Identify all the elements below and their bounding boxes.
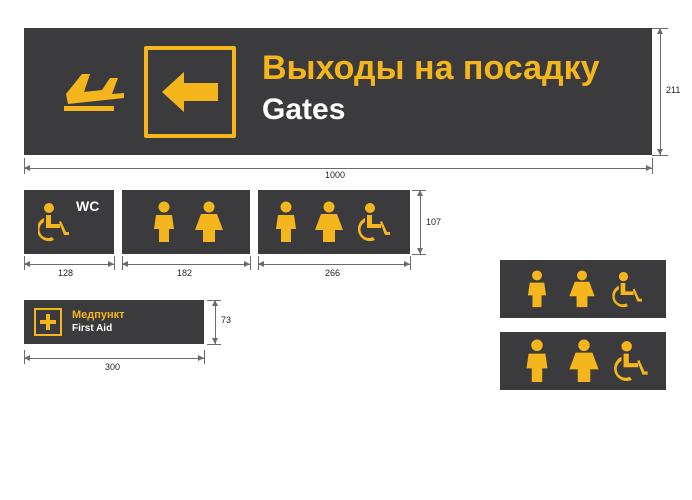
wc-sign — [24, 190, 114, 254]
wc-width-dimension-line — [24, 264, 114, 265]
wc-width-label: 128 — [58, 268, 74, 278]
aid-width-dimension-line — [24, 358, 204, 359]
mfa-height-tick-top — [412, 190, 426, 191]
female-icon — [568, 270, 596, 308]
male-female-sign — [122, 190, 250, 254]
gates-sign-text-en: Gates — [262, 93, 346, 126]
mf-width-tick-left — [122, 256, 123, 270]
male-icon — [272, 201, 300, 243]
gates-sign-text-ru: Выходы на посадку — [262, 49, 600, 87]
wheelchair-icon — [614, 340, 652, 382]
aid-width-label: 300 — [105, 362, 121, 372]
male-icon — [150, 201, 178, 243]
variant-two-sign — [500, 332, 666, 390]
mfa-height-dimension-line — [420, 190, 421, 254]
aid-width-tick-right — [204, 350, 205, 364]
male-female-accessible-sign — [258, 190, 410, 254]
gates-width-label: 1000 — [325, 170, 346, 180]
female-icon — [568, 339, 600, 383]
gates-sign — [24, 28, 652, 155]
aid-height-tick-top — [207, 300, 221, 301]
aid-height-tick-bottom — [207, 344, 221, 345]
mfa-width-tick-left — [258, 256, 259, 270]
male-icon — [522, 339, 552, 383]
arrow-left-box — [144, 46, 236, 138]
female-icon — [314, 201, 344, 243]
female-icon — [194, 201, 224, 243]
gates-height-tick-bottom — [652, 155, 668, 156]
mfa-width-label: 266 — [325, 268, 341, 278]
first-aid-sign — [24, 300, 204, 344]
first-aid-cross-box — [34, 308, 62, 336]
wheelchair-icon — [612, 271, 646, 308]
aid-width-tick-left — [24, 350, 25, 364]
mf-width-label: 182 — [177, 268, 193, 278]
aid-height-label: 73 — [221, 315, 232, 325]
airplane-departure-icon — [62, 66, 128, 114]
mfa-height-label: 107 — [426, 217, 442, 227]
wc-width-tick-right — [114, 256, 115, 270]
first-aid-cross-icon — [40, 314, 56, 330]
gates-height-dimension-line — [660, 28, 661, 155]
variant-one-sign — [500, 260, 666, 318]
mfa-height-tick-bottom — [412, 254, 426, 255]
wheelchair-icon — [38, 202, 72, 242]
mfa-width-tick-right — [410, 256, 411, 270]
mf-width-dimension-line — [122, 264, 250, 265]
first-aid-text-en: First Aid — [72, 323, 113, 334]
arrow-left-icon — [160, 70, 220, 114]
gates-height-tick-top — [652, 28, 668, 29]
mf-width-tick-right — [250, 256, 251, 270]
mfa-width-dimension-line — [258, 264, 410, 265]
wc-label: WC — [76, 198, 100, 214]
wheelchair-icon — [358, 202, 394, 242]
first-aid-text-ru: Медпункт — [72, 309, 125, 321]
gates-width-dimension-line — [24, 168, 652, 169]
male-icon — [524, 270, 550, 308]
wc-width-tick-left — [24, 256, 25, 270]
gates-width-tick-right — [652, 158, 653, 174]
gates-height-label: 211 — [666, 85, 681, 95]
gates-width-tick-left — [24, 158, 25, 174]
